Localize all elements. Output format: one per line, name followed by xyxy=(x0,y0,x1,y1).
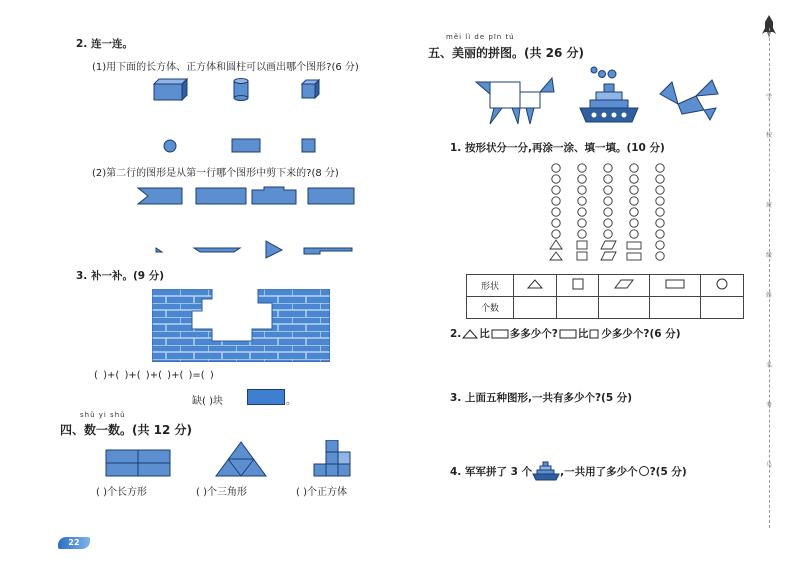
circle-icon xyxy=(638,465,650,477)
r-q2-b: 多多少个? xyxy=(509,328,558,340)
missing-brick-icon xyxy=(247,389,285,405)
horse-puzzle-icon xyxy=(476,78,554,124)
count-label-cube: ( )个正方体 xyxy=(296,487,347,498)
faces-row xyxy=(150,136,330,156)
table-label-shape: 形状 xyxy=(467,275,514,297)
side-char-6: 名 xyxy=(766,362,773,369)
q2-sub1: (1)用下面的长方体、正方体和圆柱可以画出哪个图形?(6 分) xyxy=(92,62,359,73)
column-4 xyxy=(627,164,641,260)
sec4-title: 四、数一数。(共 12 分) xyxy=(60,423,193,437)
q3-missing-suffix: 。 xyxy=(286,396,296,407)
side-char-1: 学 xyxy=(766,94,773,101)
table-head-triangle xyxy=(514,275,557,297)
sec5-title: 五、美丽的拼图。(共 26 分) xyxy=(428,46,585,60)
rectangle-icon xyxy=(491,329,509,339)
answer-cell-circle[interactable] xyxy=(701,297,744,319)
r-q4-c: ?(5 分) xyxy=(649,465,687,478)
puzzle-pictures xyxy=(472,66,732,132)
cuboid-icon xyxy=(154,79,187,100)
answer-cell-triangle[interactable] xyxy=(514,297,557,319)
count-label-rect: ( )个长方形 xyxy=(96,487,147,498)
side-char-5: 姓 xyxy=(766,292,773,299)
cut-shapes-row1 xyxy=(134,186,364,208)
r-q4-b: ,一共用了多少个 xyxy=(560,465,638,478)
ship-icon xyxy=(532,460,560,482)
r-q4-line xyxy=(450,460,687,482)
side-char-2: 校 xyxy=(766,132,773,139)
shape-columns xyxy=(540,160,680,266)
cut-shapes-row2 xyxy=(150,238,360,262)
r-q3-title: 3. 上面五种图形,一共有多少个?(5 分) xyxy=(450,392,633,404)
ship-puzzle-icon xyxy=(580,67,638,122)
r-q2-c: 比 xyxy=(577,328,589,340)
sec5-pinyin: měi lì de pīn tú xyxy=(446,33,515,41)
side-char-7: 考 xyxy=(766,402,773,409)
q3-missing-prefix: 缺( )块 xyxy=(192,396,223,407)
triangles-figure xyxy=(216,442,266,476)
triangle-icon xyxy=(462,329,478,339)
brick-wall xyxy=(152,289,330,362)
answer-cell-square[interactable] xyxy=(556,297,599,319)
cylinder-icon xyxy=(234,79,248,101)
page-number: 22 xyxy=(58,537,90,549)
shape-count-table xyxy=(466,274,744,319)
q2-title: 2. 连一连。 xyxy=(76,38,133,50)
cubes-figure xyxy=(314,440,350,476)
table-head-square xyxy=(556,275,599,297)
count-figures xyxy=(104,440,364,480)
circle-shape xyxy=(164,140,176,152)
r-q2-line: 2. 比 多多少个? 比 少多少个?(6 分) xyxy=(450,327,681,340)
answer-cell-rectangle[interactable] xyxy=(650,297,701,319)
rectangle-icon-2 xyxy=(559,329,577,339)
answer-cell-parallelogram[interactable] xyxy=(599,297,650,319)
table-head-circle xyxy=(701,275,744,297)
r-q4-a: 4. 军军拼了 3 个 xyxy=(450,465,533,478)
side-char-8: 号 xyxy=(766,462,773,469)
rectangles-figure xyxy=(106,450,170,476)
rectangle-shape xyxy=(232,139,260,152)
column-3 xyxy=(601,164,616,260)
bird-puzzle-icon xyxy=(660,80,718,120)
r-q2-a: 比 xyxy=(479,328,490,340)
q3-equation: ( )+( )+( )+( )+( )=( ) xyxy=(94,370,214,381)
sec4-pinyin: shǔ yi shǔ xyxy=(80,411,126,419)
table-head-rectangle xyxy=(650,275,701,297)
solids-row xyxy=(150,76,330,102)
table-head-parallelogram xyxy=(599,275,650,297)
q2-sub2: (2)第二行的图形是从第一行哪个图形中剪下来的?(8 分) xyxy=(92,168,339,179)
count-label-tri: ( )个三角形 xyxy=(196,487,247,498)
cube-icon xyxy=(302,80,319,98)
side-char-3: 班 xyxy=(766,202,773,209)
column-5 xyxy=(656,164,664,260)
column-1 xyxy=(550,164,562,260)
r-q1-title: 1. 按形状分一分,再涂一涂、填一填。(10 分) xyxy=(450,142,665,154)
r-q2-d: 少多少个?(6 分) xyxy=(601,328,681,340)
q3-title: 3. 补一补。(9 分) xyxy=(76,270,165,282)
table-label-count: 个数 xyxy=(467,297,514,319)
square-shape xyxy=(302,139,315,152)
side-char-4: 级 xyxy=(766,252,773,259)
square-icon xyxy=(589,329,600,339)
column-2 xyxy=(577,164,587,260)
binding-dash-line xyxy=(769,28,770,528)
